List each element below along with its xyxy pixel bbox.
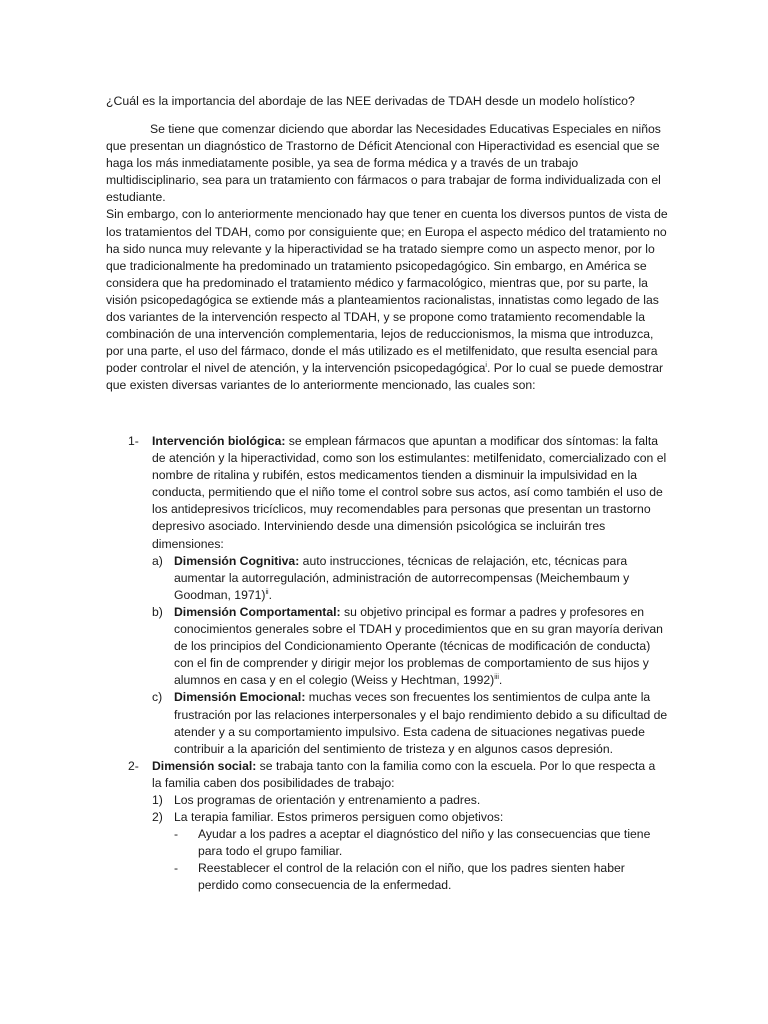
- sub-body: auto instrucciones, técnicas de relajación, etc, técnicas para aumentar la autorregulación, administración de autorrecompensas (Meichembaum y Goodman, 1971): [174, 553, 630, 602]
- sub-marker: 1): [152, 792, 163, 807]
- sub-item-behavioral: [152, 604, 668, 689]
- footnote-ref-i: i: [485, 362, 487, 370]
- list-item-text: [152, 433, 668, 553]
- sub-heading: Dimensión Emocional:: [174, 690, 306, 705]
- paragraph-treatments: [106, 206, 668, 394]
- paragraph-treatments-text: Sin embargo, con lo anteriormente mencionado hay que tener en cuenta los diversos puntos de vista de los tratamientos del TDAH, como por consiguiente que; en Europa el aspecto médico del tratamiento no ha sido nunca muy relevante y la hiperactividad se ha tratado siempre como un aspecto menor, por lo que tradicionalmente ha predominado un tratamiento psicopedagógico. Sin embargo, en América se considera que ha predominado el tratamiento médico y farmacológico, mientras que, por su parte, la visión psicopedagógica se extiende más a planteamientos racionalistas, innatistas como legado de las dos variantes de la intervención respecto al TDAH, y se propone como tratamiento recomendable la combinación de una intervención complementaria, lejos de reduccionismos, la misma que introduzca, por una parte, el uso del fármaco, donde el más utilizado es el metilfenidato, que resulta esencial para poder controlar el nivel de atención, y la intervención psicopedagógica: [106, 207, 668, 376]
- paragraph-treatments-end: . Por lo cual se puede demostrar que existen diversas variantes de lo anteriormente mencionado, las cuales son:: [106, 361, 664, 393]
- objective-text: Reestablecer el control de la relación con el niño, que los padres sienten haber perdido como consecuencia de la enfermedad.: [198, 861, 625, 893]
- sub-item-emotional: [152, 689, 668, 757]
- objective-item: [174, 860, 668, 894]
- sub-heading: Dimensión Comportamental:: [174, 604, 341, 619]
- document-body: [106, 121, 668, 395]
- item-body: se trabaja tanto con la familia como con la escuela. Por lo que respecta a la familia caben dos posibilidades de trabajo:: [152, 758, 656, 790]
- sub-item-therapy: [152, 809, 668, 894]
- sub-marker: 2): [152, 810, 163, 825]
- list-item-text: [152, 758, 668, 792]
- sub-heading: Dimensión Cognitiva:: [174, 553, 300, 568]
- sub-item-programs: [152, 792, 668, 809]
- list-item-biological: [106, 433, 668, 758]
- sub-end: .: [498, 673, 503, 688]
- dash-marker: -: [174, 827, 179, 842]
- dash-marker: -: [174, 861, 179, 876]
- list-marker: 2-: [128, 758, 139, 773]
- sub-item-cognitive: [152, 553, 668, 604]
- dimensions-list: [152, 553, 668, 758]
- sub-body: su objetivo principal es formar a padres y profesores en conocimientos generales sobre el TDAH y procedimientos que en su gran mayoría derivan de los principios del Condicionamiento Operante (técnicas de modificación de conducta) con el fin de comprender y dirigir mejor los problemas de comportamiento de sus hijos y alumnos en casa y en el colegio (Weiss y Hechtman, 1992): [174, 604, 663, 688]
- footnote-ref-iii: iii: [494, 674, 499, 682]
- item-body: se emplean fármacos que apuntan a modificar dos síntomas: la falta de atención y la hiperactividad, como son los estimulantes: metilfenidato, comercializado con el nombre de ritalina y rubifén, estos medicamentos tienden a disminuir la impulsividad en la conducta, permitiendo que el niño tome el control sobre sus actos, así como también el uso de los antidepresivos tricíclicos, muy recomendables para personas que presentan un trastorno depresivo asociado. Interviniendo desde una dimensión psicológica se incluirán tres dimensiones:: [152, 434, 667, 551]
- footnote-ref-ii: ii: [265, 588, 269, 596]
- item-heading: Dimensión social:: [152, 758, 257, 773]
- list-item-social: [106, 758, 668, 895]
- document-title: ¿Cuál es la importancia del abordaje de las NEE derivadas de TDAH desde un modelo holístico?: [106, 94, 635, 108]
- sub-marker: b): [152, 604, 163, 619]
- objective-item: [174, 826, 668, 860]
- paragraph-intro: Se tiene que comenzar diciendo que abordar las Necesidades Educativas Especiales en niños que presentan un diagnóstico de Trastorno de Déficit Atencional con Hiperactividad es esencial que se haga los más inmediatamente posible, ya sea de forma médica y a través de un trabajo multidisciplinario, sea para un tratamiento con fármacos o para trabajar de forma individualizada con el estudiante.: [106, 122, 661, 205]
- sub-body: La terapia familiar. Estos primeros persiguen como objetivos:: [174, 810, 504, 825]
- item-heading: Intervención biológica:: [152, 434, 286, 448]
- sub-end: .: [268, 587, 272, 602]
- objective-text: Ayudar a los padres a aceptar el diagnóstico del niño y las consecuencias que tiene para todo el grupo familiar.: [198, 827, 651, 859]
- sub-marker: a): [152, 553, 163, 568]
- list-marker: 1-: [128, 434, 139, 448]
- variants-list: [106, 433, 668, 895]
- family-options-list: [152, 792, 668, 895]
- sub-marker: c): [152, 690, 163, 705]
- sub-body: muchas veces son frecuentes los sentimientos de culpa ante la frustración por las relaciones interpersonales y el bajo rendimiento debido a su dificultad de atender y a su comportamiento impulsivo. Esta cadena de situaciones negativas puede contribuir a la aparición del sentimiento de tristeza y en algunos casos depresión.: [174, 690, 668, 756]
- sub-body: Los programas de orientación y entrenamiento a padres.: [174, 792, 481, 807]
